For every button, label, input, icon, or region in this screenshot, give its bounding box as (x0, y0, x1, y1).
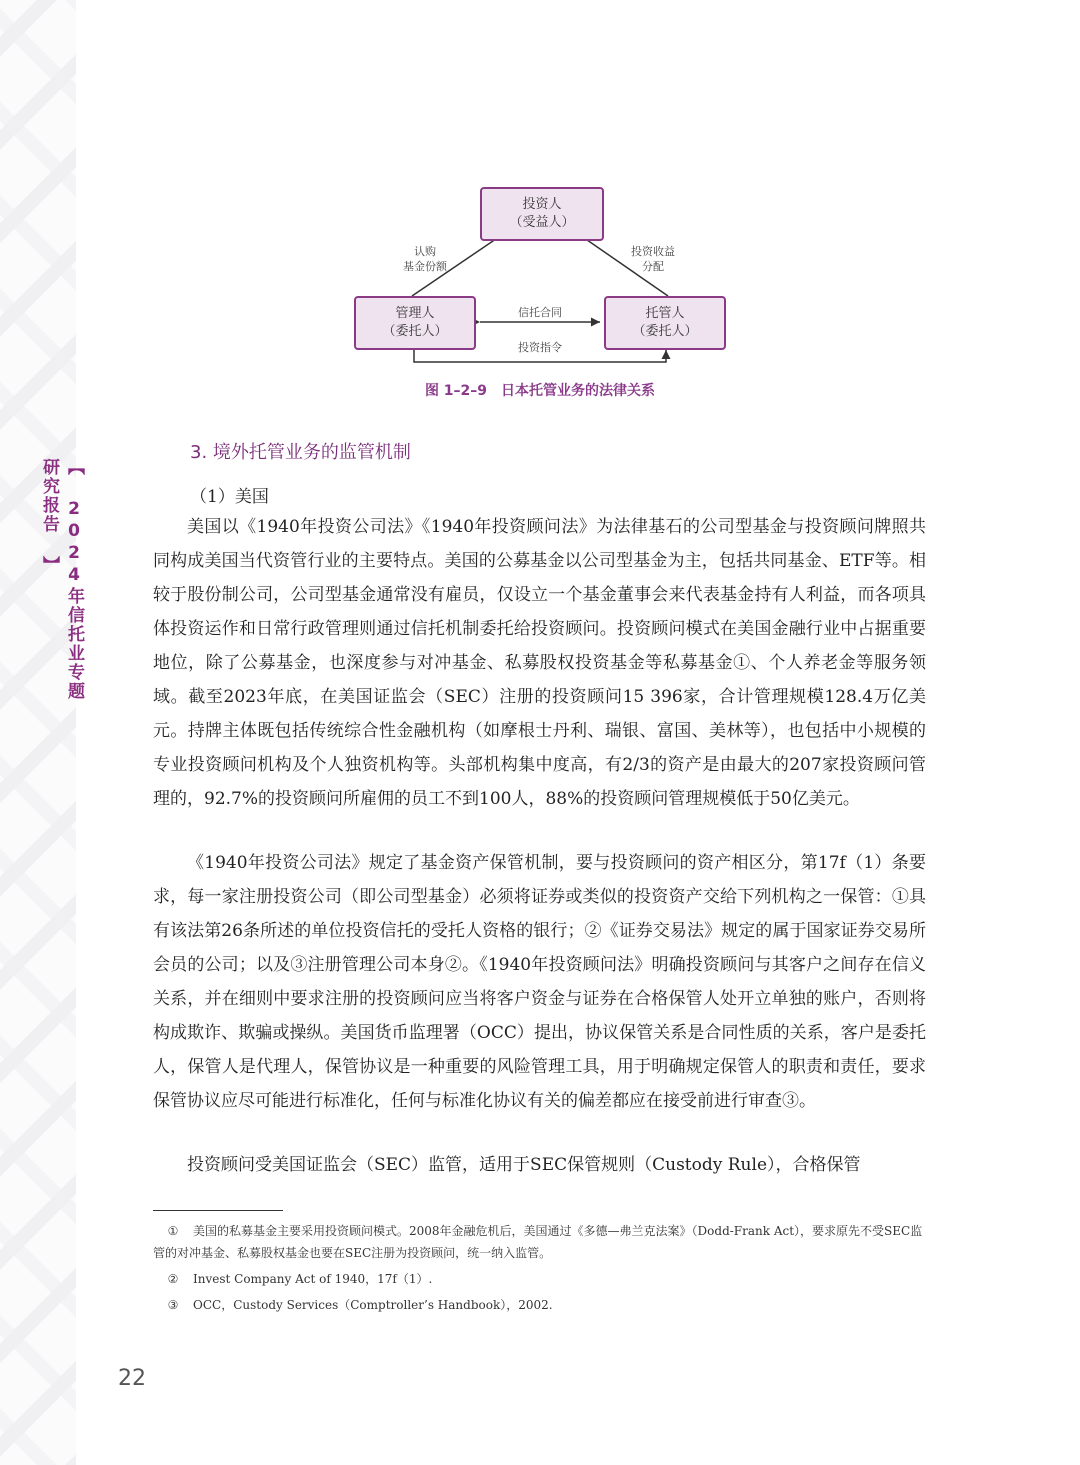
node-investor-title: 投资人 (522, 197, 562, 212)
paragraph-2 (153, 846, 926, 1118)
edge-label-subscribe (380, 244, 470, 274)
paragraph-3 (153, 1148, 926, 1182)
node-investor-role: （受益人） (509, 215, 575, 230)
edge-label-instruction: 投资指令 (518, 341, 562, 354)
running-title: 【 2024年信托业专题研究报告 】 (39, 458, 84, 701)
footnote-2 (153, 1268, 926, 1290)
footnote-1 (153, 1220, 926, 1264)
legal-relationship-diagram (350, 180, 730, 370)
footnote-1-text: 美国的私募基金主要采用投资顾问模式。2008年金融危机后，美国通过《多德—弗兰克法案》（Dodd-Frank Act），要求原先不受SEC监管的对冲基金、私募股权基金也要在SEC注册为投资顾问，统一纳入监管。 (153, 1224, 923, 1260)
edge-label-subscribe-line2: 基金份额 (403, 260, 447, 273)
edge-label-distribute-line1: 投资收益 (631, 245, 675, 258)
node-manager-role: （委托人） (382, 324, 448, 339)
paragraph-1 (153, 510, 926, 816)
footnotes (153, 1220, 926, 1320)
paragraph-1-text: 美国以《1940年投资公司法》《1940年投资顾问法》为法律基石的公司型基金与投资顾问牌照共同构成美国当代资管行业的主要特点。美国的公募基金以公司型基金为主，包括共同基金、ETF等。相较于股份制公司，公司型基金通常没有雇员，仅设立一个基金董事会来代表基金持有人利益，而各项具体投资运作和日常行政管理则通过信托机制委托给投资顾问。投资顾问模式在美国金融行业中占据重要地位，除了公募基金，也深度参与对冲基金、私募股权投资基金等私募基金①、个人养老金等服务领域。截至2023年底，在美国证监会（SEC）注册的投资顾问15 396家，合计管理规模128.4万亿美元。持牌主体既包括传统综合性金融机构（如摩根士丹利、瑞银、富国、美林等），也包括中小规模的专业投资顾问机构及个人独资机构等。头部机构集中度高，有2/3的资产是由最大的207家投资顾问管理的，92.7%的投资顾问所雇佣的员工不到100人，88%的投资顾问管理规模低于50亿美元。 (153, 517, 926, 809)
footnote-divider (153, 1210, 283, 1211)
node-custodian-role: （委托人） (632, 324, 698, 339)
page-number: 22 (118, 1366, 146, 1391)
decorative-side-strip (0, 0, 76, 1465)
edge-label-distribute-line2: 分配 (642, 260, 664, 273)
node-custodian (604, 296, 726, 350)
sub-heading: （1）美国 (190, 487, 269, 507)
edge-label-subscribe-line1: 认购 (414, 245, 436, 258)
paragraph-2-text: 《1940年投资公司法》规定了基金资产保管机制，要与投资顾问的资产相区分，第17f（1）条要求，每一家注册投资公司（即公司型基金）必须将证券或类似的投资资产交给下列机构之一保管：①具有该法第26条所述的单位投资信托的受托人资格的银行；②《证券交易法》规定的属于国家证券交易所会员的公司；以及③注册管理公司本身②。《1940年投资顾问法》明确投资顾问与其客户之间存在信义关系，并在细则中要求注册的投资顾问应当将客户资金与证券在合格保管人处开立单独的账户，否则将构成欺诈、欺骗或操纵。美国货币监理署（OCC）提出，协议保管关系是合同性质的关系，客户是委托人，保管人是代理人，保管协议是一种重要的风险管理工具，用于明确规定保管人的职责和责任，要求保管协议应尽可能进行标准化，任何与标准化协议有关的偏差都应在接受前进行审查③。 (153, 853, 926, 1111)
paragraph-3-text: 投资顾问受美国证监会（SEC）监管，适用于SEC保管规则（Custody Rule），合格保管 (187, 1155, 861, 1175)
section-heading: 3. 境外托管业务的监管机制 (190, 442, 411, 463)
footnote-3-text: OCC，Custody Services（Comptroller’s Handbook），2002. (193, 1298, 553, 1312)
node-investor (480, 187, 604, 241)
node-manager-title: 管理人 (395, 306, 435, 321)
node-manager (354, 296, 476, 350)
footnote-3-mark: ③ (167, 1298, 179, 1312)
footnote-2-text: Invest Company Act of 1940，17f（1）. (193, 1272, 433, 1286)
node-custodian-title: 托管人 (645, 306, 685, 321)
figure-caption: 图 1–2–9 日本托管业务的法律关系 (424, 383, 656, 399)
footnote-3 (153, 1294, 926, 1316)
footnote-1-mark: ① (167, 1224, 179, 1238)
edge-label-distribute (608, 244, 698, 274)
edge-label-trust-contract: 信托合同 (518, 306, 562, 319)
footnote-2-mark: ② (167, 1272, 179, 1286)
